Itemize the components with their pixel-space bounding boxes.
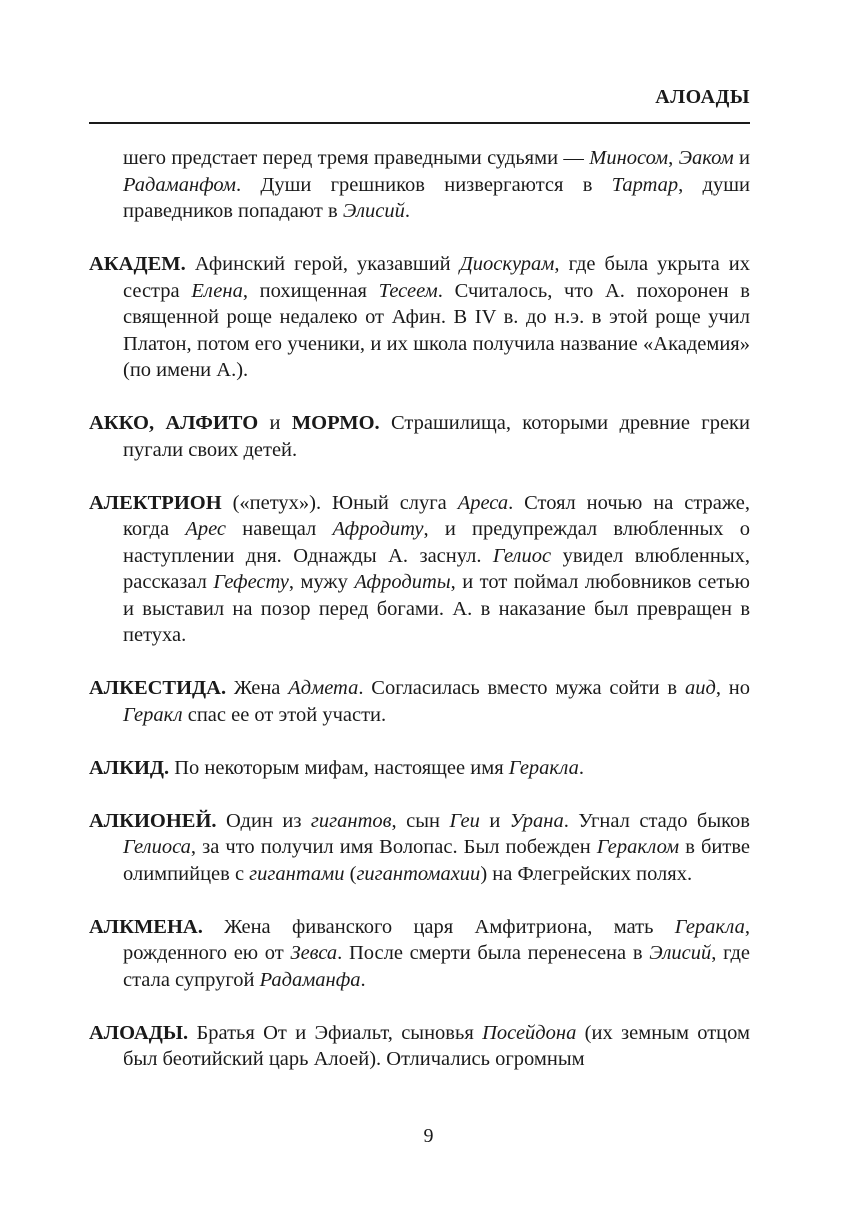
entry-text: Братья От и Эфиальт, сыновья xyxy=(188,1021,483,1044)
entry-text: Один из xyxy=(216,809,311,832)
entry-text: . Угнал стадо быков xyxy=(563,809,750,832)
entry-text: (их земным отцом был беотийский царь Алоей). Отличались огромным xyxy=(123,1021,750,1070)
page-number: 9 xyxy=(423,1125,434,1147)
dictionary-entry xyxy=(89,410,750,463)
entry-headword: АЛКМЕНА. xyxy=(89,915,203,938)
entry-text: . xyxy=(360,968,366,991)
entry-text: Жена фиванского царя Амфитриона, мать xyxy=(202,915,675,938)
entry-text: . xyxy=(404,200,411,222)
entry-text: По некоторым мифам, настоящее имя xyxy=(169,756,509,779)
entry-text: , за что получил имя Волопас. Был побежден xyxy=(190,836,597,858)
cross-reference: Гефесту xyxy=(213,571,289,593)
cross-reference: Елена xyxy=(191,279,243,302)
cross-reference: Урана xyxy=(509,809,564,832)
entry-text: Жена xyxy=(226,677,289,699)
cross-reference: Афродиты xyxy=(354,571,451,593)
cross-reference: Геракла xyxy=(674,915,745,938)
cross-reference: Тесеем xyxy=(378,279,438,302)
cross-reference: Радаманфа xyxy=(259,968,361,991)
cross-reference: Элисий xyxy=(649,942,712,964)
dictionary-entry xyxy=(89,490,750,649)
entry-text: , и тот поймал любовников сетью и выставил на позор перед богами. А. в наказание был превращен в петуха. xyxy=(123,571,750,646)
entry-text: , где была укрыта их сестра xyxy=(123,253,750,302)
entry-text: навещал xyxy=(226,518,333,540)
dictionary-entries xyxy=(89,145,750,1099)
cross-reference: Афродиту xyxy=(332,518,424,540)
cross-reference: Гелиос xyxy=(492,544,552,567)
cross-reference: Геракл xyxy=(123,703,183,726)
cross-reference: Геи xyxy=(449,809,480,832)
entry-text: шего предстает перед тремя праведными судьями — xyxy=(123,147,590,169)
cross-reference: Миносом xyxy=(589,147,669,169)
entry-text: и xyxy=(733,147,750,169)
entry-headword: АКАДЕМ. xyxy=(89,253,186,275)
dictionary-entry xyxy=(89,755,750,782)
cross-reference: Гелиоса xyxy=(123,836,191,858)
dictionary-entry xyxy=(89,808,750,888)
entry-text: , души праведников попадают в xyxy=(123,173,750,222)
dictionary-entry xyxy=(89,914,750,994)
entry-text: спас ее от этой участи. xyxy=(182,703,387,726)
cross-reference: Ареса xyxy=(457,491,509,514)
entry-headword: АЛКЕСТИДА. xyxy=(89,677,227,699)
cross-reference: гигантов xyxy=(310,809,392,832)
entry-continuation xyxy=(89,145,750,225)
entry-headword: АЛКИД. xyxy=(89,756,170,779)
entry-headword: МОРМО. xyxy=(291,412,380,434)
entry-text: . После смерти была перенесена в xyxy=(337,942,650,964)
entry-text: . xyxy=(578,756,584,779)
entry-text: увидел влюбленных, рассказал xyxy=(123,544,750,593)
dictionary-entry xyxy=(89,675,750,728)
entry-text: , но xyxy=(715,677,750,699)
cross-reference: Гераклом xyxy=(596,836,680,858)
cross-reference: Тартар xyxy=(611,173,679,196)
entry-text: и xyxy=(258,412,292,434)
entry-headword: АЛЕКТРИОН xyxy=(89,491,222,514)
entry-text: , рожденного ею от xyxy=(123,915,750,964)
entry-text: ) на Флегрейских полях. xyxy=(480,862,693,885)
cross-reference: Зевса xyxy=(290,942,338,964)
cross-reference: Посейдона xyxy=(482,1021,577,1044)
entry-text: ( xyxy=(344,862,357,885)
entry-headword: АЛОАДЫ. xyxy=(89,1021,189,1044)
entry-text: , сын xyxy=(391,809,450,832)
entry-text: , и предупреждал влюбленных о наступлении дня. Однажды А. заснул. xyxy=(123,518,750,567)
cross-reference: Элисий xyxy=(342,200,405,222)
cross-reference: Диоскурам xyxy=(459,253,555,275)
entry-headword: АЛКИОНЕЙ. xyxy=(89,809,217,832)
entry-headword: АККО, АЛФИТО xyxy=(89,412,259,434)
running-head: АЛОАДЫ xyxy=(655,86,750,108)
entry-text: . Согласилась вместо мужа сойти в xyxy=(358,677,685,699)
entry-text: , где стала супругой xyxy=(123,942,750,991)
entry-text: . Души грешников низвергаются в xyxy=(235,173,612,196)
entry-text: в битве олимпийцев с xyxy=(123,836,750,885)
entry-text: , похищенная xyxy=(242,279,379,302)
entry-text: («петух»). Юный слуга xyxy=(221,491,458,514)
entry-text: , мужу xyxy=(288,571,355,593)
cross-reference: Эаком xyxy=(678,147,734,169)
dictionary-entry xyxy=(89,251,750,384)
entry-text: и xyxy=(479,809,510,832)
cross-reference: Радаманфом xyxy=(123,173,236,196)
entry-text: . Считалось, что А. похоронен в священной роще недалеко от Афин. В IV в. до н.э. в этой роще учил Платон, потом его ученики, и их школа получила название «Академия» (по имени А.). xyxy=(123,279,750,381)
cross-reference: гигантами xyxy=(249,862,345,885)
cross-reference: гигантомахии xyxy=(356,862,481,885)
cross-reference: Адмета xyxy=(288,677,359,699)
entry-text: Страшилища, которыми древние греки пугали своих детей. xyxy=(123,412,750,461)
cross-reference: аид xyxy=(684,677,716,699)
header-rule xyxy=(89,122,750,124)
entry-text: . Стоял ночью на страже, когда xyxy=(123,491,750,540)
cross-reference: Геракла xyxy=(508,756,579,779)
entry-text: , xyxy=(668,147,679,169)
dictionary-entry xyxy=(89,1020,750,1073)
entry-text: Афинский герой, указавший xyxy=(185,253,460,275)
cross-reference: Арес xyxy=(185,518,227,540)
